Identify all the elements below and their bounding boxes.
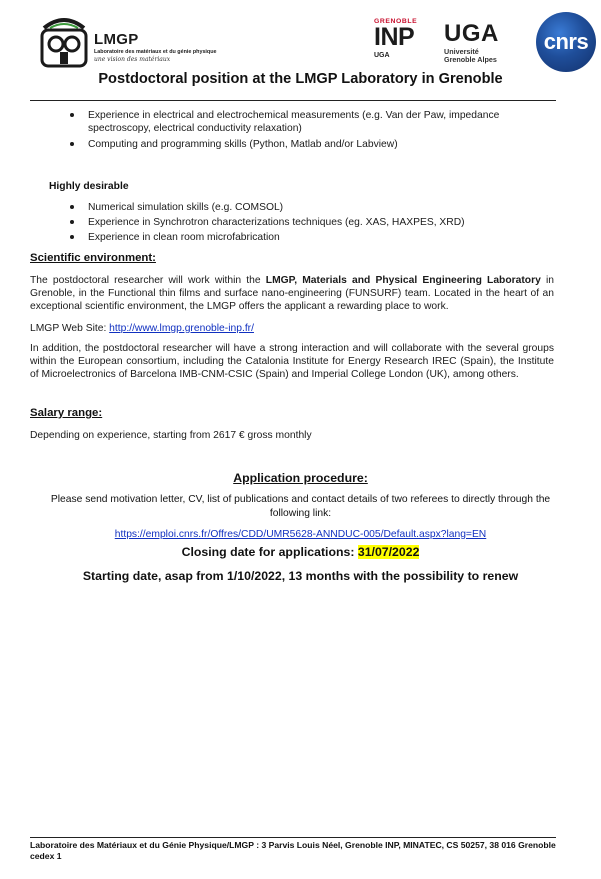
closing-date: 31/07/2022 bbox=[357, 545, 420, 559]
bullet-icon bbox=[70, 205, 74, 209]
footer-divider bbox=[30, 837, 556, 838]
uga-subtitle bbox=[444, 48, 497, 64]
inp-top-text: GRENOBLE bbox=[374, 18, 418, 25]
environment-heading: Scientific environment: bbox=[30, 252, 156, 264]
list-item: Experience in electrical and electrochemical measurements (e.g. Van der Paw, impedance spectroscopy, electrical conductivity relaxation) bbox=[68, 109, 538, 135]
cnrs-logo bbox=[536, 12, 596, 72]
lmgp-full-name: LMGP, Materials and Physical Engineering Laboratory bbox=[265, 275, 541, 286]
list-item: Computing and programming skills (Python, Matlab and/or Labview) bbox=[68, 138, 538, 151]
bullet-icon bbox=[70, 235, 74, 239]
skills-list bbox=[68, 109, 538, 154]
salary-heading: Salary range: bbox=[30, 407, 103, 419]
inp-bottom-text: UGA bbox=[374, 52, 390, 59]
title-divider bbox=[30, 100, 556, 101]
web-site-line: LMGP Web Site: http://www.lmgp.grenoble-inp.fr/ bbox=[30, 323, 254, 334]
uga-main-text: UGA bbox=[444, 20, 499, 47]
list-item: Experience in clean room microfabrication bbox=[68, 231, 538, 244]
application-heading: Application procedure: bbox=[233, 471, 368, 485]
environment-paragraph: The postdoctoral researcher will work within the LMGP, Materials and Physical Engineering Laboratory in Grenoble, in the Functional thin films and surface nano-engineering (FUNSURF) team. Located in the heart of an exceptional scientific environment, the LMGP offers the applicant a rewarding place to work. bbox=[30, 275, 554, 312]
uga-line2: Grenoble Alpes bbox=[444, 55, 497, 64]
closing-date-line: Closing date for applications: 31/07/2022 bbox=[181, 545, 420, 559]
starting-date-line: Starting date, asap from 1/10/2022, 13 months with the possibility to renew bbox=[82, 569, 519, 583]
lmgp-tagline: une vision des matériaux bbox=[94, 56, 171, 63]
lmgp-emblem-icon bbox=[38, 14, 90, 68]
grenoble-inp-logo bbox=[372, 18, 428, 62]
footer-address: Laboratoire des Matériaux et du Génie Physique/LMGP : 3 Parvis Louis Néel, Grenoble INP, MINATEC, CS 50257, 38 016 Grenoble cedex 1 bbox=[30, 840, 556, 861]
application-link-line bbox=[30, 529, 571, 540]
uga-logo bbox=[444, 22, 516, 66]
salary-text: Depending on experience, starting from 2617 € gross monthly bbox=[30, 430, 312, 441]
lmgp-name: LMGP bbox=[94, 31, 139, 48]
cnrs-text: cnrs bbox=[543, 29, 589, 54]
page-title: Postdoctoral position at the LMGP Laboratory in Grenoble bbox=[98, 71, 503, 87]
lmgp-logo bbox=[38, 14, 228, 70]
collaboration-paragraph: In addition, the postdoctoral researcher will have a strong interaction and will collaborate with the several groups within the European consortium, including the Catalonia Institute for Energy Research IREC (Spain), the Institute of Microelectronics of Barcelona IMB-CNM-CSIC (Spain) and Imperial College London (UK), among others. bbox=[30, 343, 554, 380]
lmgp-web-link[interactable]: http://www.lmgp.grenoble-inp.fr/ bbox=[109, 323, 254, 334]
bullet-icon bbox=[70, 220, 74, 224]
list-item: Experience in Synchrotron characterizations techniques (eg. XAS, HAXPES, XRD) bbox=[68, 216, 538, 229]
lmgp-subtitle: Laboratoire des matériaux et du génie physique bbox=[94, 49, 217, 55]
uga-line1: Université bbox=[444, 47, 479, 56]
desirable-heading: Highly desirable bbox=[49, 181, 129, 192]
application-link[interactable]: https://emploi.cnrs.fr/Offres/CDD/UMR5628-ANNDUC-005/Default.aspx?lang=EN bbox=[114, 529, 487, 540]
bullet-icon bbox=[70, 142, 74, 146]
application-text: Please send motivation letter, CV, list of publications and contact details of two referees to directly through the following link: bbox=[50, 494, 551, 519]
list-item: Numerical simulation skills (e.g. COMSOL) bbox=[68, 201, 538, 214]
inp-main-text: INP bbox=[374, 23, 415, 51]
bullet-icon bbox=[70, 113, 74, 117]
desirable-list bbox=[68, 201, 538, 246]
